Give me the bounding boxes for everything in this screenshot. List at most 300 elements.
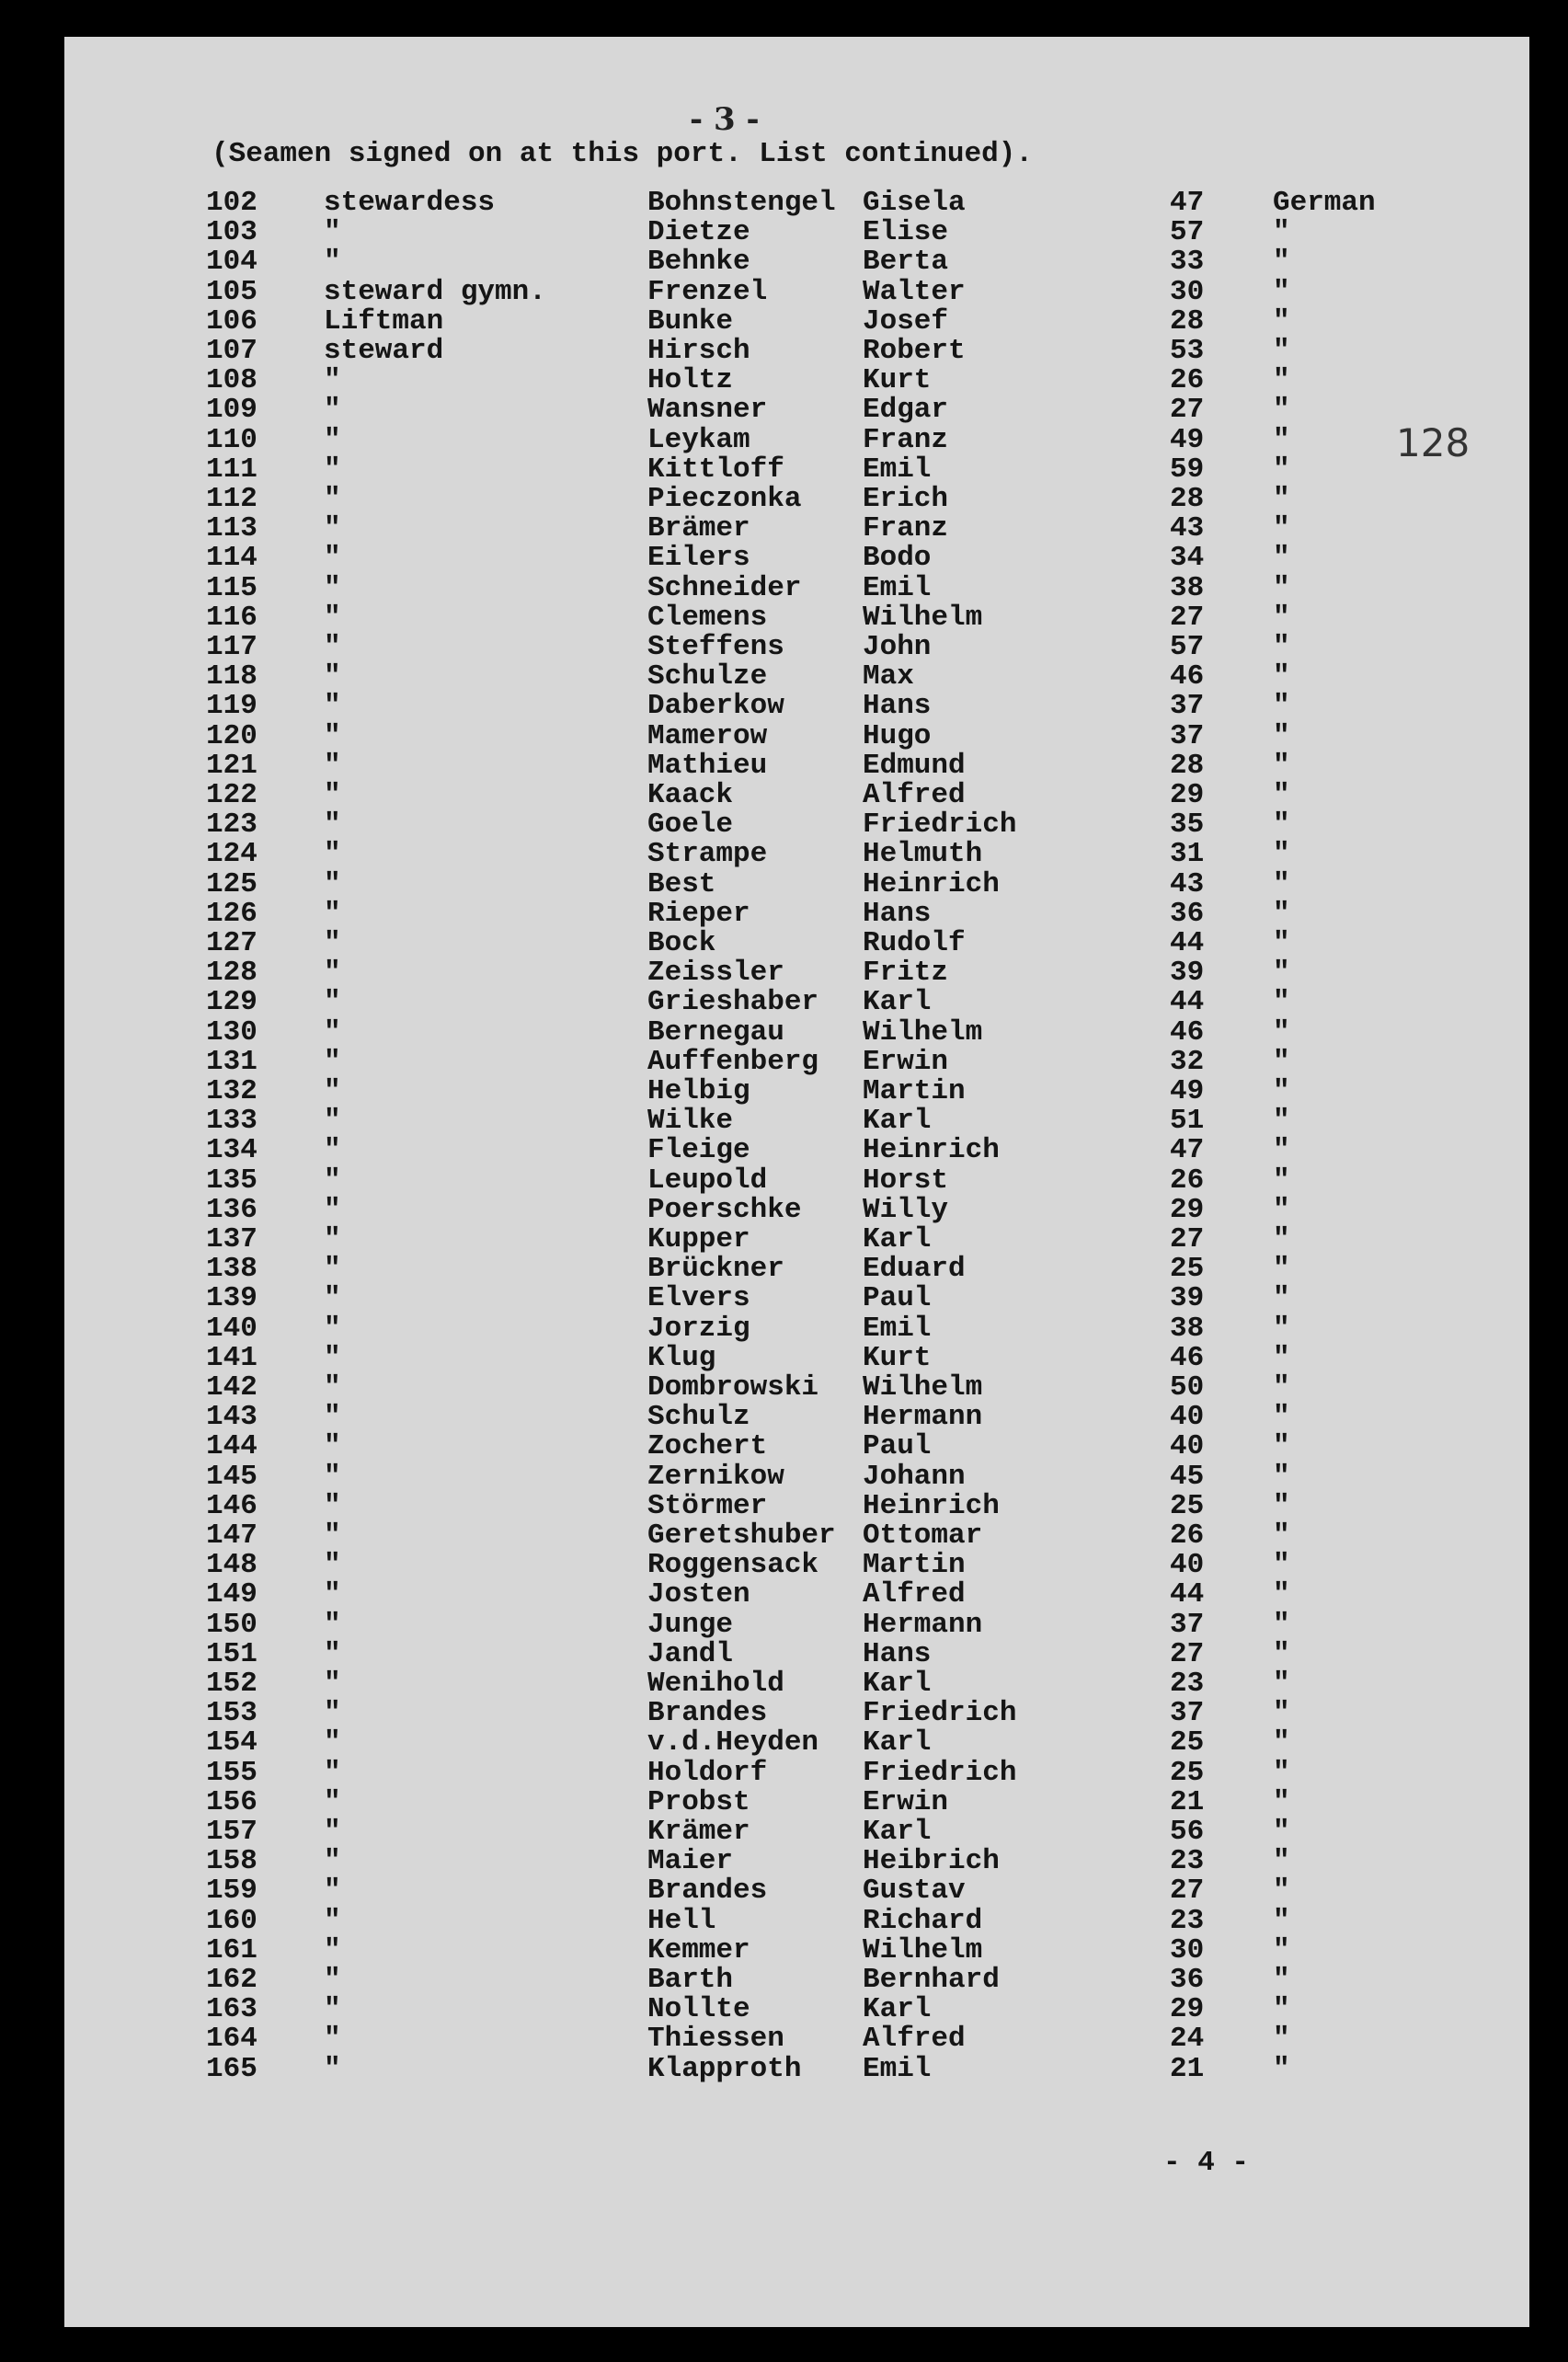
entry-surname: Kemmer [647, 1933, 750, 1966]
table-row [64, 1699, 1444, 1728]
entry-number: 105 [206, 275, 258, 308]
entry-nationality: " [1273, 1785, 1290, 1818]
entry-age: 30 [1170, 1933, 1205, 1966]
entry-rating: " [324, 1697, 341, 1730]
entry-nationality: " [1273, 808, 1290, 842]
entry-rating: " [324, 1964, 341, 1996]
entry-number: 140 [206, 1312, 258, 1345]
entry-rating: " [324, 1726, 341, 1760]
table-row [64, 571, 1444, 604]
entry-number: 103 [206, 216, 258, 249]
entry-given-name: Heibrich [863, 1845, 1000, 1878]
entry-rating: " [324, 2023, 341, 2056]
entry-surname: Nollte [647, 1993, 750, 2026]
entry-surname: Wenihold [647, 1668, 784, 1700]
entry-given-name: Hermann [863, 1401, 983, 1434]
entry-rating: " [324, 1045, 341, 1078]
entry-age: 26 [1170, 364, 1205, 397]
entry-surname: Jorzig [647, 1312, 750, 1345]
entry-given-name: Emil [863, 453, 932, 486]
entry-given-name: Berta [863, 246, 949, 279]
entry-number: 165 [206, 2052, 258, 2085]
list-heading: (Seamen signed on at this port. List continued). [212, 138, 1033, 170]
entry-nationality: " [1273, 2023, 1290, 2056]
entry-number: 118 [206, 660, 258, 694]
entry-surname: Mathieu [647, 749, 768, 782]
entry-rating: " [324, 1875, 341, 1908]
entry-given-name: Karl [863, 986, 932, 1019]
table-row [64, 958, 1444, 988]
entry-age: 38 [1170, 571, 1205, 604]
entry-age: 49 [1170, 423, 1205, 456]
entry-nationality: " [1273, 1312, 1290, 1345]
entry-given-name: Erwin [863, 1045, 949, 1078]
entry-given-name: Paul [863, 1282, 932, 1315]
entry-age: 40 [1170, 1401, 1205, 1434]
entry-number: 157 [206, 1816, 258, 1848]
entry-surname: Maier [647, 1845, 734, 1878]
entry-rating: " [324, 690, 341, 723]
entry-age: 57 [1170, 631, 1205, 663]
table-row [64, 751, 1444, 781]
table-row [64, 1847, 1444, 1876]
entry-rating: " [324, 779, 341, 811]
entry-given-name: Ottomar [863, 1519, 983, 1552]
table-row [64, 1728, 1444, 1758]
entry-rating: " [324, 512, 341, 545]
entry-nationality: " [1273, 1430, 1290, 1463]
entry-number: 135 [206, 1164, 258, 1197]
entry-given-name: Edmund [863, 749, 966, 782]
table-row [64, 218, 1444, 247]
table-row [64, 2024, 1444, 2054]
table-row [64, 1756, 1444, 1789]
entry-given-name: Franz [863, 512, 949, 545]
entry-given-name: Alfred [863, 2023, 966, 2056]
entry-rating: " [324, 542, 341, 575]
entry-given-name: Heinrich [863, 1489, 1000, 1522]
entry-rating: " [324, 1075, 341, 1107]
entry-nationality: " [1273, 779, 1290, 811]
entry-surname: Clemens [647, 601, 768, 634]
entry-nationality: " [1273, 1578, 1290, 1611]
entry-age: 56 [1170, 1816, 1205, 1848]
entry-surname: Auffenberg [647, 1045, 819, 1078]
entry-surname: Krämer [647, 1816, 750, 1848]
entry-nationality: " [1273, 1105, 1290, 1138]
table-row [64, 840, 1444, 869]
entry-given-name: Walter [863, 275, 966, 308]
table-row [64, 1193, 1444, 1226]
entry-rating: " [324, 1904, 341, 1937]
entry-rating: " [324, 601, 341, 634]
entry-rating: " [324, 927, 341, 959]
entry-age: 28 [1170, 483, 1205, 515]
entry-rating: " [324, 1993, 341, 2026]
entry-number: 127 [206, 927, 258, 959]
entry-given-name: Paul [863, 1430, 932, 1463]
table-row [64, 1995, 1444, 2024]
entry-age: 31 [1170, 838, 1205, 871]
table-row [64, 1015, 1444, 1049]
entry-number: 133 [206, 1105, 258, 1138]
entry-number: 107 [206, 335, 258, 367]
entry-nationality: " [1273, 986, 1290, 1019]
entry-number: 130 [206, 1015, 258, 1049]
entry-age: 38 [1170, 1312, 1205, 1345]
entry-given-name: Erich [863, 483, 949, 515]
entry-surname: Barth [647, 1964, 734, 1996]
entry-given-name: Horst [863, 1164, 949, 1197]
entry-number: 146 [206, 1489, 258, 1522]
entry-given-name: Kurt [863, 1341, 932, 1374]
entry-given-name: Emil [863, 571, 932, 604]
entry-number: 152 [206, 1668, 258, 1700]
table-row [64, 1341, 1444, 1374]
entry-surname: Bohnstengel [647, 187, 836, 219]
entry-rating: " [324, 749, 341, 782]
entry-number: 128 [206, 957, 258, 990]
entry-surname: Thiessen [647, 2023, 784, 2056]
entry-number: 125 [206, 867, 258, 900]
entry-given-name: Gisela [863, 187, 966, 219]
entry-age: 25 [1170, 1489, 1205, 1522]
entry-nationality: " [1273, 1637, 1290, 1670]
entry-age: 45 [1170, 1460, 1205, 1493]
entry-given-name: Edgar [863, 394, 949, 427]
entry-nationality: " [1273, 512, 1290, 545]
entry-rating: " [324, 1401, 341, 1434]
entry-age: 27 [1170, 394, 1205, 427]
entry-number: 160 [206, 1904, 258, 1937]
entry-surname: Probst [647, 1785, 750, 1818]
entry-number: 131 [206, 1045, 258, 1078]
entry-age: 37 [1170, 719, 1205, 752]
entry-surname: Brämer [647, 512, 750, 545]
table-row [64, 189, 1444, 218]
entry-given-name: Friedrich [863, 808, 1017, 842]
table-row [64, 1045, 1444, 1078]
entry-given-name: Hugo [863, 719, 932, 752]
table-row [64, 988, 1444, 1017]
entry-age: 26 [1170, 1519, 1205, 1552]
entry-surname: Josten [647, 1578, 750, 1611]
table-row [64, 1403, 1444, 1432]
entry-surname: Eilers [647, 542, 750, 575]
entry-age: 25 [1170, 1756, 1205, 1789]
entry-rating: " [324, 1816, 341, 1848]
entry-nationality: " [1273, 423, 1290, 456]
entry-surname: Rieper [647, 897, 750, 930]
entry-rating: " [324, 453, 341, 486]
entry-rating: " [324, 1668, 341, 1700]
entry-number: 161 [206, 1933, 258, 1966]
entry-nationality: " [1273, 1015, 1290, 1049]
entry-rating: " [324, 1578, 341, 1611]
entry-number: 112 [206, 483, 258, 515]
table-row [64, 1136, 1444, 1165]
entry-rating: " [324, 1282, 341, 1315]
entry-age: 27 [1170, 601, 1205, 634]
entry-given-name: Friedrich [863, 1756, 1017, 1789]
entry-age: 44 [1170, 1578, 1205, 1611]
entry-number: 138 [206, 1253, 258, 1286]
entry-surname: Dietze [647, 216, 750, 249]
entry-given-name: Josef [863, 304, 949, 338]
entry-number: 134 [206, 1134, 258, 1167]
entry-given-name: Eduard [863, 1253, 966, 1286]
entry-surname: Schneider [647, 571, 802, 604]
entry-rating: " [324, 216, 341, 249]
table-row [64, 1551, 1444, 1580]
entry-given-name: Bodo [863, 542, 932, 575]
entry-nationality: " [1273, 1401, 1290, 1434]
entry-rating: " [324, 660, 341, 694]
entry-age: 23 [1170, 1668, 1205, 1700]
entry-given-name: Alfred [863, 1578, 966, 1611]
entry-number: 158 [206, 1845, 258, 1878]
table-row [64, 485, 1444, 514]
entry-nationality: " [1273, 1489, 1290, 1522]
entry-nationality: " [1273, 719, 1290, 752]
entry-given-name: Franz [863, 423, 949, 456]
entry-age: 44 [1170, 927, 1205, 959]
entry-number: 123 [206, 808, 258, 842]
entry-rating: " [324, 1223, 341, 1256]
entry-given-name: Heinrich [863, 867, 1000, 900]
entry-nationality: " [1273, 957, 1290, 990]
entry-surname: Elvers [647, 1282, 750, 1315]
entry-age: 29 [1170, 1193, 1205, 1226]
entry-surname: Poerschke [647, 1193, 802, 1226]
entry-given-name: Emil [863, 2052, 932, 2085]
entry-rating: " [324, 423, 341, 456]
entry-number: 129 [206, 986, 258, 1019]
entry-given-name: John [863, 631, 932, 663]
entry-nationality: " [1273, 1608, 1290, 1641]
entry-number: 104 [206, 246, 258, 279]
entry-given-name: Robert [863, 335, 966, 367]
table-row [64, 867, 1444, 900]
table-row [64, 692, 1444, 721]
entry-age: 57 [1170, 216, 1205, 249]
entry-given-name: Hans [863, 897, 932, 930]
entry-given-name: Gustav [863, 1875, 966, 1908]
entry-rating: " [324, 1134, 341, 1167]
entry-age: 25 [1170, 1726, 1205, 1760]
entry-number: 147 [206, 1519, 258, 1552]
entry-age: 28 [1170, 749, 1205, 782]
table-row [64, 304, 1444, 338]
entry-given-name: Emil [863, 1312, 932, 1345]
entry-surname: Fleige [647, 1134, 750, 1167]
entry-age: 40 [1170, 1430, 1205, 1463]
entry-given-name: Johann [863, 1460, 966, 1493]
table-row [64, 1077, 1444, 1106]
table-row [64, 1432, 1444, 1462]
entry-age: 53 [1170, 335, 1205, 367]
entry-nationality: " [1273, 483, 1290, 515]
entry-age: 37 [1170, 1697, 1205, 1730]
entry-nationality: " [1273, 1519, 1290, 1552]
entry-age: 39 [1170, 957, 1205, 990]
entry-age: 23 [1170, 1845, 1205, 1878]
table-row [64, 1817, 1444, 1847]
entry-surname: Brandes [647, 1697, 768, 1730]
table-row [64, 1904, 1444, 1937]
entry-surname: Zochert [647, 1430, 768, 1463]
entry-rating: " [324, 719, 341, 752]
entry-number: 162 [206, 1964, 258, 1996]
table-row [64, 633, 1444, 662]
entry-number: 122 [206, 779, 258, 811]
entry-nationality: " [1273, 749, 1290, 782]
entry-rating: " [324, 1253, 341, 1286]
entry-age: 46 [1170, 660, 1205, 694]
entry-nationality: " [1273, 571, 1290, 604]
entry-number: 132 [206, 1075, 258, 1107]
entry-nationality: " [1273, 1875, 1290, 1908]
entry-surname: Hell [647, 1904, 716, 1937]
entry-age: 59 [1170, 453, 1205, 486]
entry-nationality: " [1273, 838, 1290, 871]
entry-number: 136 [206, 1193, 258, 1226]
entry-rating: " [324, 1637, 341, 1670]
entry-given-name: Wilhelm [863, 601, 983, 634]
table-row [64, 1580, 1444, 1610]
entry-rating: " [324, 1549, 341, 1582]
entry-surname: Wilke [647, 1105, 734, 1138]
entry-surname: Brückner [647, 1253, 784, 1286]
entry-rating: " [324, 1489, 341, 1522]
entry-surname: Junge [647, 1608, 734, 1641]
entry-given-name: Wilhelm [863, 1933, 983, 1966]
entry-number: 141 [206, 1341, 258, 1374]
entry-surname: Wansner [647, 394, 768, 427]
entry-given-name: Karl [863, 1105, 932, 1138]
entry-age: 30 [1170, 275, 1205, 308]
entry-surname: Zeissler [647, 957, 784, 990]
entry-given-name: Karl [863, 1816, 932, 1848]
entry-surname: Kaack [647, 779, 734, 811]
entry-surname: Klug [647, 1341, 716, 1374]
entry-age: 28 [1170, 304, 1205, 338]
entry-number: 137 [206, 1223, 258, 1256]
entry-age: 23 [1170, 1904, 1205, 1937]
entry-number: 155 [206, 1756, 258, 1789]
entry-given-name: Willy [863, 1193, 949, 1226]
entry-nationality: " [1273, 1223, 1290, 1256]
table-row [64, 366, 1444, 396]
table-row [64, 514, 1444, 544]
entry-surname: Hirsch [647, 335, 750, 367]
entry-nationality: " [1273, 1460, 1290, 1493]
entry-nationality: " [1273, 1253, 1290, 1286]
entry-nationality: " [1273, 1904, 1290, 1937]
entry-given-name: Bernhard [863, 1964, 1000, 1996]
entry-given-name: Wilhelm [863, 1015, 983, 1049]
entry-given-name: Kurt [863, 364, 932, 397]
entry-age: 25 [1170, 1253, 1205, 1286]
entry-surname: Steffens [647, 631, 784, 663]
entry-given-name: Alfred [863, 779, 966, 811]
table-row [64, 247, 1444, 277]
table-row [64, 423, 1444, 456]
entry-surname: Bernegau [647, 1015, 784, 1049]
entry-rating: " [324, 838, 341, 871]
entry-rating: " [324, 897, 341, 930]
table-row [64, 1489, 1444, 1522]
entry-rating: " [324, 571, 341, 604]
entry-age: 29 [1170, 779, 1205, 811]
entry-nationality: " [1273, 1993, 1290, 2026]
entry-nationality: " [1273, 1075, 1290, 1107]
entry-surname: Mamerow [647, 719, 768, 752]
table-row [64, 1106, 1444, 1136]
entry-nationality: " [1273, 304, 1290, 338]
table-row [64, 810, 1444, 840]
entry-surname: Helbig [647, 1075, 750, 1107]
entry-given-name: Helmuth [863, 838, 983, 871]
entry-surname: Strampe [647, 838, 768, 871]
entry-given-name: Karl [863, 1726, 932, 1760]
entry-surname: v.d.Heyden [647, 1726, 819, 1760]
entry-surname: Grieshaber [647, 986, 819, 1019]
entry-age: 29 [1170, 1993, 1205, 2026]
entry-number: 121 [206, 749, 258, 782]
table-row [64, 719, 1444, 752]
entry-age: 47 [1170, 1134, 1205, 1167]
entry-number: 151 [206, 1637, 258, 1670]
entry-rating: " [324, 364, 341, 397]
entry-nationality: " [1273, 394, 1290, 427]
entry-given-name: Fritz [863, 957, 949, 990]
entry-surname: Zernikow [647, 1460, 784, 1493]
entry-rating: stewardess [324, 187, 496, 219]
entry-given-name: Martin [863, 1075, 966, 1107]
entry-number: 154 [206, 1726, 258, 1760]
entry-nationality: " [1273, 1933, 1290, 1966]
entry-number: 110 [206, 423, 258, 456]
entry-number: 114 [206, 542, 258, 575]
entry-number: 150 [206, 1608, 258, 1641]
table-row [64, 1521, 1444, 1551]
table-row [64, 544, 1444, 573]
table-row [64, 781, 1444, 810]
entry-given-name: Richard [863, 1904, 983, 1937]
entry-rating: " [324, 394, 341, 427]
table-row [64, 1166, 1444, 1196]
entry-number: 159 [206, 1875, 258, 1908]
entry-nationality: " [1273, 542, 1290, 575]
entry-age: 40 [1170, 1549, 1205, 1582]
entry-rating: steward gymn. [324, 275, 546, 308]
entry-rating: Liftman [324, 304, 444, 338]
entry-age: 27 [1170, 1637, 1205, 1670]
entry-surname: Behnke [647, 246, 750, 279]
entry-nationality: " [1273, 1697, 1290, 1730]
footer-page-number: - 4 - [1163, 2147, 1250, 2179]
entry-given-name: Wilhelm [863, 1371, 983, 1404]
entry-rating: " [324, 1105, 341, 1138]
entry-age: 21 [1170, 1785, 1205, 1818]
table-row [64, 1314, 1444, 1344]
entry-age: 46 [1170, 1015, 1205, 1049]
entry-surname: Störmer [647, 1489, 768, 1522]
document-page [64, 37, 1529, 2327]
entry-nationality: " [1273, 1964, 1290, 1996]
entry-rating: " [324, 483, 341, 515]
